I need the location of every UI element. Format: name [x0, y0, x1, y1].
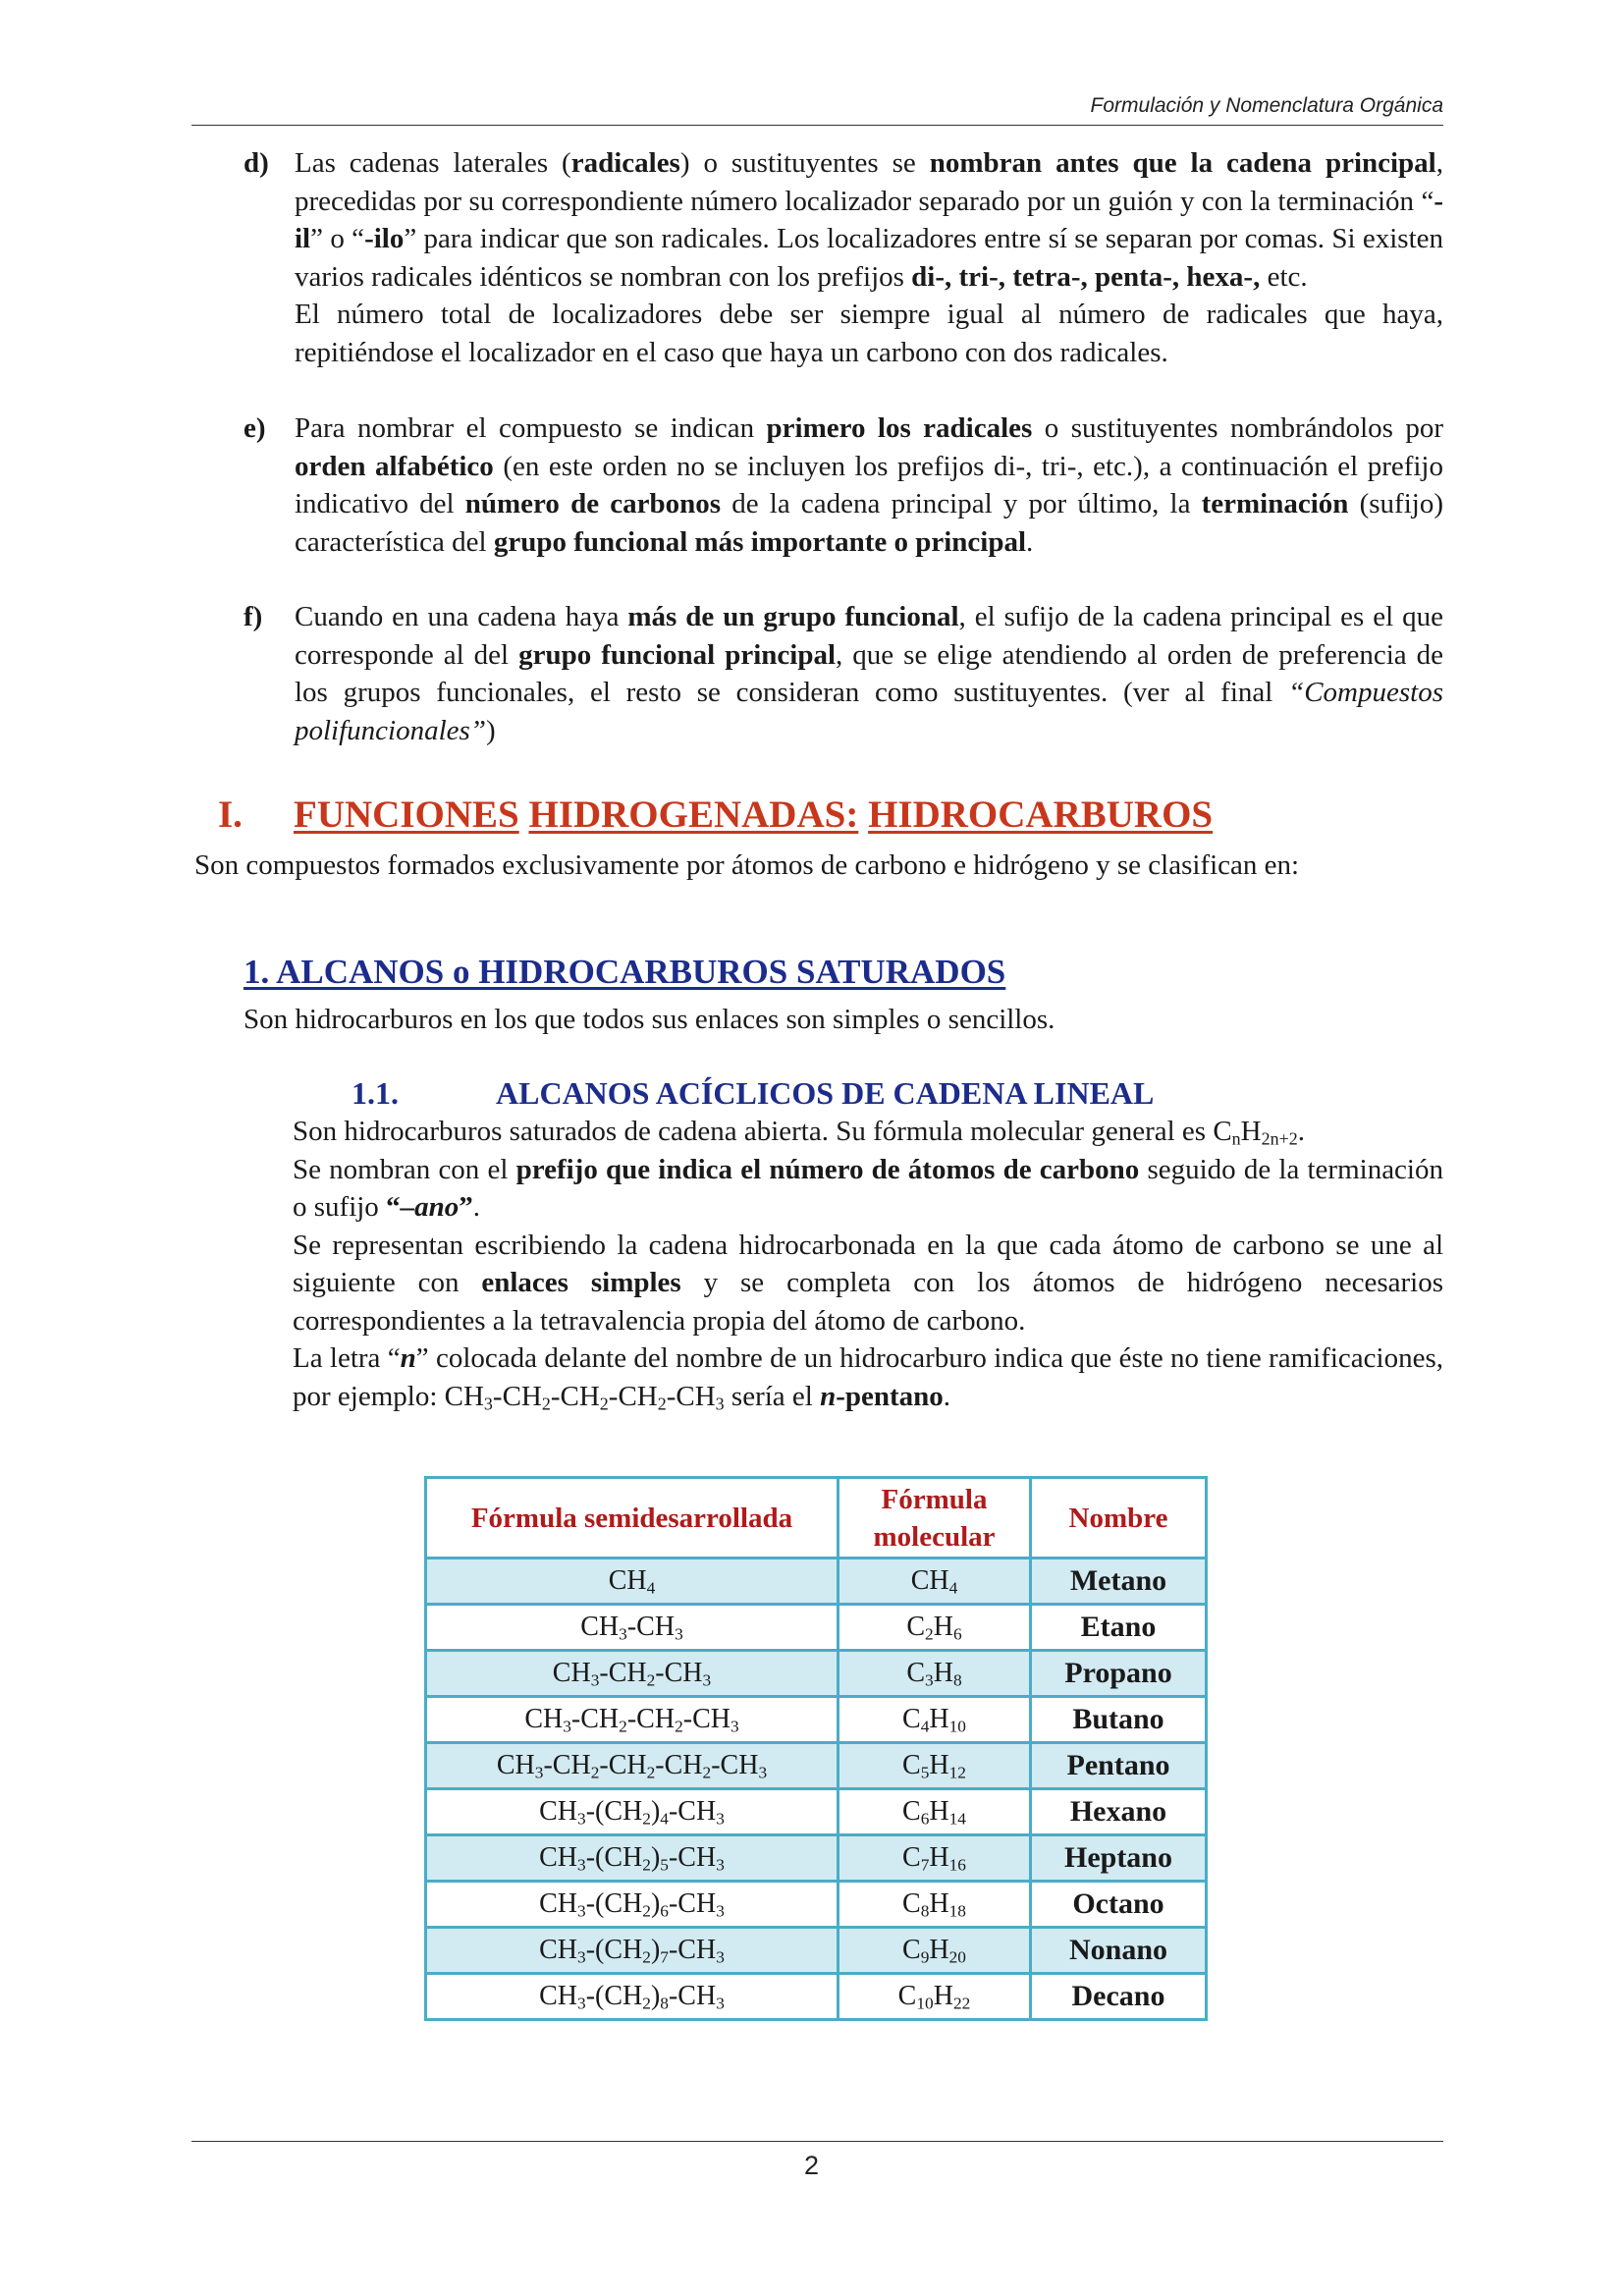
table-row: [426, 1697, 1207, 1743]
rule-d: [243, 144, 1443, 371]
table-row: [426, 1789, 1207, 1835]
semidesarrollada-cell: $CH_3-(CH_2)_6-CH_3$: [426, 1882, 839, 1928]
nombre-cell: Etano: [1031, 1605, 1207, 1651]
semidesarrollada-cell: $CH_3-(CH_2)_7-CH_3$: [426, 1928, 839, 1974]
section-1-1-number: 1.1.: [352, 1075, 399, 1111]
section-1-1-heading: [352, 1073, 1154, 1113]
section-1-description: Son hidrocarburos en los que todos sus enlaces son simples o sencillos.: [243, 1004, 1055, 1035]
section-I-title-word-1: FUNCIONES: [294, 793, 519, 836]
rule-d-paragraph-1: Las cadenas laterales (radicales) o sustituyentes se nombran antes que la cadena principal, precedidas por su correspondiente número localizador separado por un guión y con la terminación “-il” o “-ilo” para indicar que son radicales. Los localizadores entre sí se separan por comas. Si existen varios radicales idénticos se nombran con los prefijos di-, tri-, tetra-, penta-, hexa-, etc.: [295, 147, 1444, 293]
molecular-cell: $CH_4$: [839, 1558, 1031, 1605]
table-header-row: [426, 1478, 1207, 1558]
molecular-cell: $C_6H_{14}$: [839, 1789, 1031, 1835]
semidesarrollada-cell: $CH_3-(CH_2)_4-CH_3$: [426, 1789, 839, 1835]
table-row: [426, 1743, 1207, 1789]
nombre-cell: Propano: [1031, 1651, 1207, 1697]
table-row: [426, 1835, 1207, 1882]
rule-f-marker: f): [243, 601, 263, 632]
nombre-cell: Butano: [1031, 1697, 1207, 1743]
page-number: 2: [803, 2151, 820, 2180]
section-I-title-word-3: HIDROCARBUROS: [868, 793, 1214, 836]
molecular-cell: $C_3H_8$: [839, 1651, 1031, 1697]
nombre-cell: Metano: [1031, 1558, 1207, 1605]
molecular-cell: $C_7H_{16}$: [839, 1835, 1031, 1882]
rule-e: [243, 410, 1443, 561]
alkanes-table: [424, 1476, 1208, 2021]
rule-d-paragraph-2: El número total de localizadores debe ser siempre igual al número de radicales que haya, repitiéndose el localizador en el caso que haya un carbono con dos radicales.: [295, 299, 1443, 368]
nombre-cell: Pentano: [1031, 1743, 1207, 1789]
section-I-heading: [218, 791, 1213, 840]
semidesarrollada-cell: $CH_3-CH_3$: [426, 1605, 839, 1651]
table-row: [426, 1605, 1207, 1651]
molecular-cell: $C_2H_6$: [839, 1605, 1031, 1651]
semidesarrollada-cell: $CH_3-(CH_2)_8-CH_3$: [426, 1974, 839, 2020]
nombre-cell: Hexano: [1031, 1789, 1207, 1835]
section-I-title-word-2: HIDROGENADAS:: [528, 793, 859, 836]
molecular-cell: $C_8H_{18}$: [839, 1882, 1031, 1928]
semidesarrollada-cell: $CH_3-CH_2-CH_2-CH_3$: [426, 1697, 839, 1743]
section-1-1-body: [293, 1113, 1443, 1415]
table-row: [426, 1651, 1207, 1697]
rule-d-marker: d): [243, 147, 269, 179]
section-I-number: I.: [218, 793, 243, 836]
section-1-1-paragraph-3: Se representan escribiendo la cadena hidrocarbonada en la que cada átomo de carbono se une al siguiente con enlaces simples y se completa con los átomos de hidrógeno necesarios correspondientes a la tetravalencia propia del átomo de carbono.: [293, 1229, 1443, 1337]
table-row: [426, 1882, 1207, 1928]
section-1-1-paragraph-1: Son hidrocarburos saturados de cadena abierta. Su fórmula molecular general es $C_nH_{2n+2}$.: [293, 1116, 1305, 1149]
table-header-semidesarrollada: Fórmula semidesarrollada: [426, 1478, 839, 1558]
molecular-cell: $C_{10}H_{22}$: [839, 1974, 1031, 2020]
running-header: Formulación y Nomenclatura Orgánica: [1090, 94, 1443, 117]
rule-e-marker: e): [243, 412, 266, 444]
semidesarrollada-cell: $CH_4$: [426, 1558, 839, 1605]
table-row: [426, 1928, 1207, 1974]
table-header-nombre: Nombre: [1031, 1478, 1207, 1558]
semidesarrollada-cell: $CH_3-CH_2-CH_3$: [426, 1651, 839, 1697]
nombre-cell: Heptano: [1031, 1835, 1207, 1882]
table-header-molecular: Fórmula molecular: [839, 1478, 1031, 1558]
semidesarrollada-cell: $CH_3-CH_2-CH_2-CH_2-CH_3$: [426, 1743, 839, 1789]
nombre-cell: Decano: [1031, 1974, 1207, 2020]
rule-f-paragraph: Cuando en una cadena haya más de un grupo funcional, el sufijo de la cadena principal es el que corresponde al del grupo funcional principal, que se elige atendiendo al orden de preferencia de los grupos funcionales, el resto se consideran como sustituyentes. (ver al final “Compuestos polifuncionales”): [295, 601, 1444, 746]
table-row: [426, 1974, 1207, 2020]
nombre-cell: Nonano: [1031, 1928, 1207, 1974]
section-1-1-paragraph-4: La letra “n” colocada delante del nombre de un hidrocarburo indica que éste no tiene ramificaciones, por ejemplo: $CH_3-CH_2-CH_2-CH_2-CH_3$ sería el n-pentano.: [293, 1342, 1443, 1413]
nombre-cell: Octano: [1031, 1882, 1207, 1928]
section-1-heading: 1. ALCANOS o HIDROCARBUROS SATURADOS: [243, 953, 1006, 991]
molecular-cell: $C_4H_{10}$: [839, 1697, 1031, 1743]
semidesarrollada-cell: $CH_3-(CH_2)_5-CH_3$: [426, 1835, 839, 1882]
section-1-1-title: ALCANOS ACÍCLICOS DE CADENA LINEAL: [496, 1075, 1155, 1111]
molecular-cell: $C_9H_{20}$: [839, 1928, 1031, 1974]
alkanes-table-body: [426, 1478, 1207, 2020]
header-divider: [191, 125, 1443, 126]
molecular-cell: $C_5H_{12}$: [839, 1743, 1031, 1789]
footer-divider: [191, 2141, 1443, 2142]
rule-f: [243, 598, 1443, 749]
section-1-1-paragraph-2: Se nombran con el prefijo que indica el número de átomos de carbono seguido de la terminación o sufijo “–ano”.: [293, 1153, 1443, 1223]
table-row: [426, 1558, 1207, 1605]
section-I-description: Son compuestos formados exclusivamente por átomos de carbono e hidrógeno y se clasifican en:: [194, 849, 1300, 881]
rule-e-paragraph: Para nombrar el compuesto se indican primero los radicales o sustituyentes nombrándolos por orden alfabético (en este orden no se incluyen los prefijos di-, tri-, etc.), a continuación el prefijo indicativo del número de carbonos de la cadena principal y por último, la terminación (sufijo) característica del grupo funcional más importante o principal.: [295, 412, 1444, 558]
